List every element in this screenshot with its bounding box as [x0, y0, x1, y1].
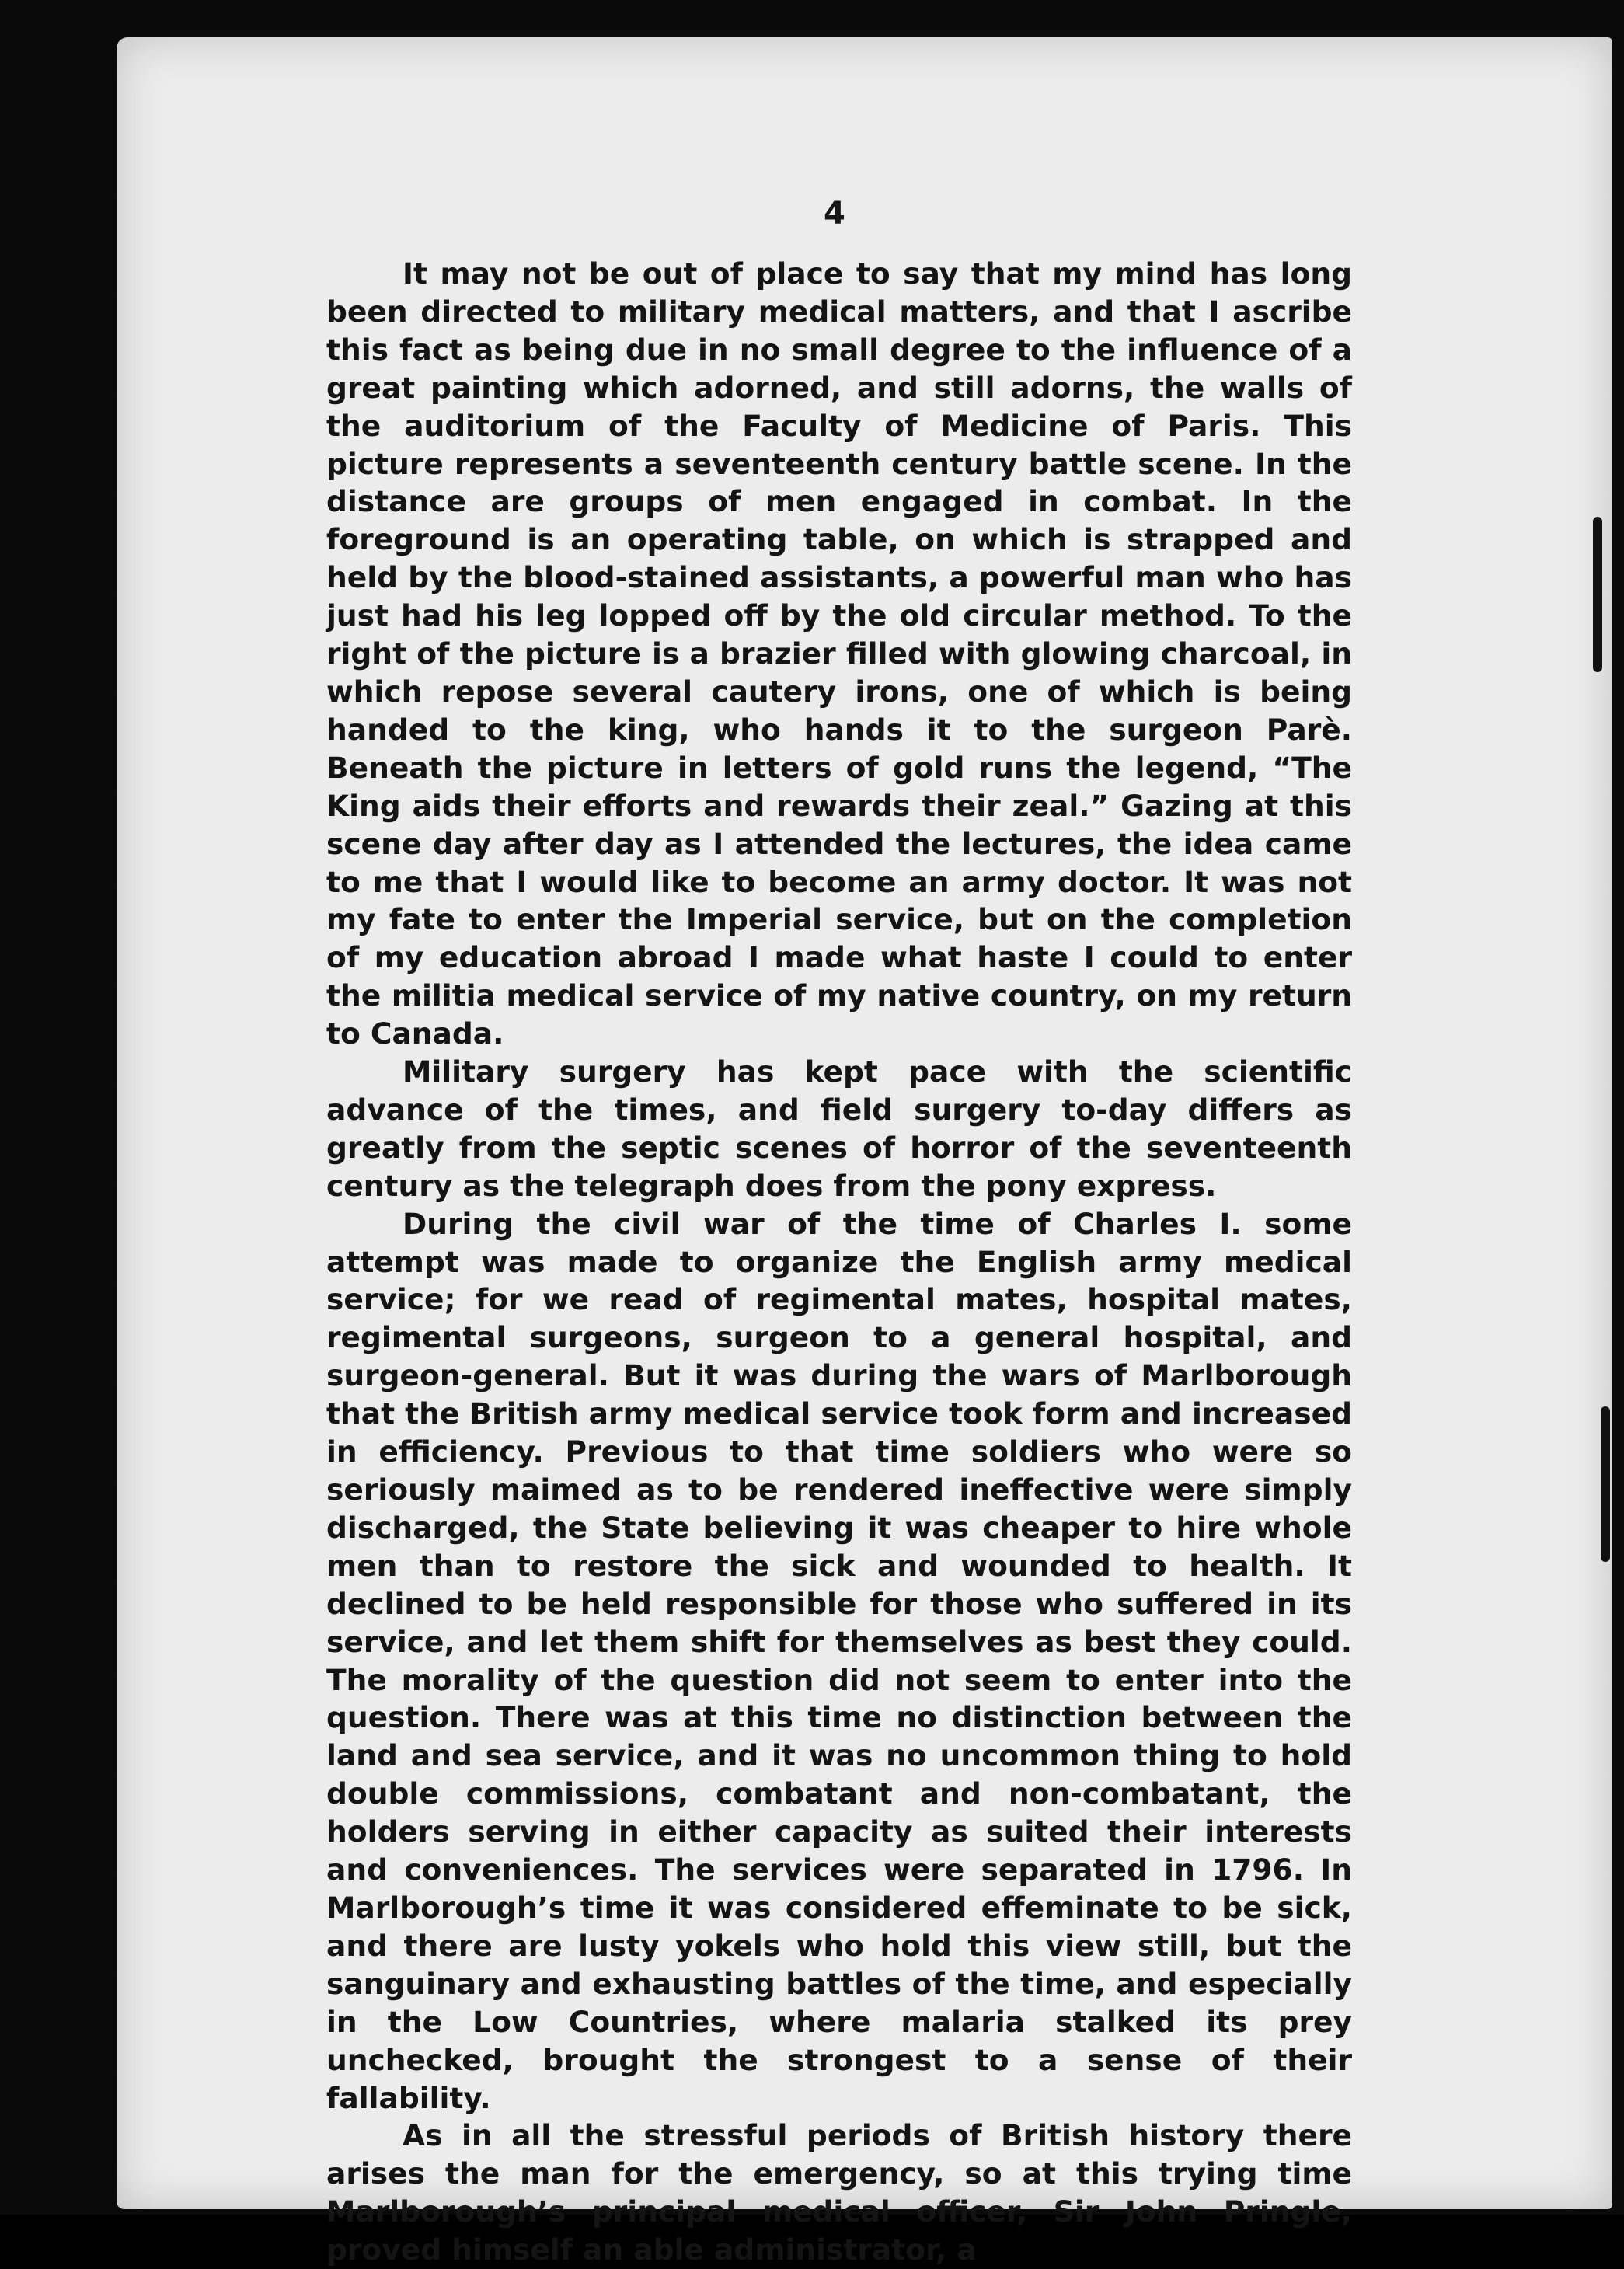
body-text: [326, 255, 1352, 2269]
paragraph-2: Military surgery has kept pace with the scientific advance of the times, and field surgery to-day differs as greatly from the septic scenes of horror of the seventeenth century as the telegraph does from the pony express.: [326, 1054, 1352, 1203]
page-number: 4: [824, 196, 845, 232]
paragraph-4: As in all the stressful periods of British history there arises the man for the emergency, so at this trying time Marlborough’s principal medical officer, Sir John Pringle, proved himself an able administrator, a: [326, 2118, 1352, 2267]
paragraph-3: During the civil war of the time of Charles I. some attempt was made to organize the English army medical service; for we read of regimental mates, hospital mates, regimental surgeons, surgeon to a general hospital, and surgeon-general. But it was during the wars of Marlborough that the British army medical service took form and increased in efficiency. Previous to that time soldiers who were so seriously maimed as to be rendered ineffective were simply discharged, the State believing it was cheaper to hire whole men than to restore the sick and wounded to health. It declined to be held responsible for those who suffered in its service, and let them shift for themselves as best they could. The morality of the question did not seem to enter into the question. There was at this time no distinction between the land and sea service, and it was no uncommon thing to hold double commissions, combatant and non-combatant, the holders serving in either capacity as suited their interests and conveniences. The services were separated in 1796. In Marlborough’s time it was considered effeminate to be sick, and there are lusty yokels who hold this view still, but the sanguinary and exhausting battles of the time, and especially in the Low Countries, where malaria stalked its prey unchecked, brought the strongest to a sense of their fallability.: [326, 1206, 1352, 2115]
binding-mark-lower: [1601, 1406, 1610, 1562]
paragraph-1: It may not be out of place to say that my mind has long been directed to military medical matters, and that I ascribe this fact as being due in no small degree to the influence of a great painting which adorned, and still adorns, the walls of the auditorium of the Faculty of Medicine of Paris. This picture represents a seventeenth century battle scene. In the distance are groups of men engaged in combat. In the foreground is an operating table, on which is strapped and held by the blood-stained assistants, a powerful man who has just had his leg lopped off by the old circular method. To the right of the picture is a brazier filled with glowing charcoal, in which repose several cautery irons, one of which is being handed to the king, who hands it to the surgeon Parè. Beneath the picture in letters of gold runs the legend, “The King aids their efforts and rewards their zeal.” Gazing at this scene day after day as I attended the lectures, the idea came to me that I would like to become an army doctor. It was not my fate to enter the Imperial service, but on the completion of my education abroad I made what haste I could to enter the militia medical service of my native country, on my return to Canada.: [326, 256, 1352, 1051]
binding-mark-upper: [1593, 517, 1602, 672]
